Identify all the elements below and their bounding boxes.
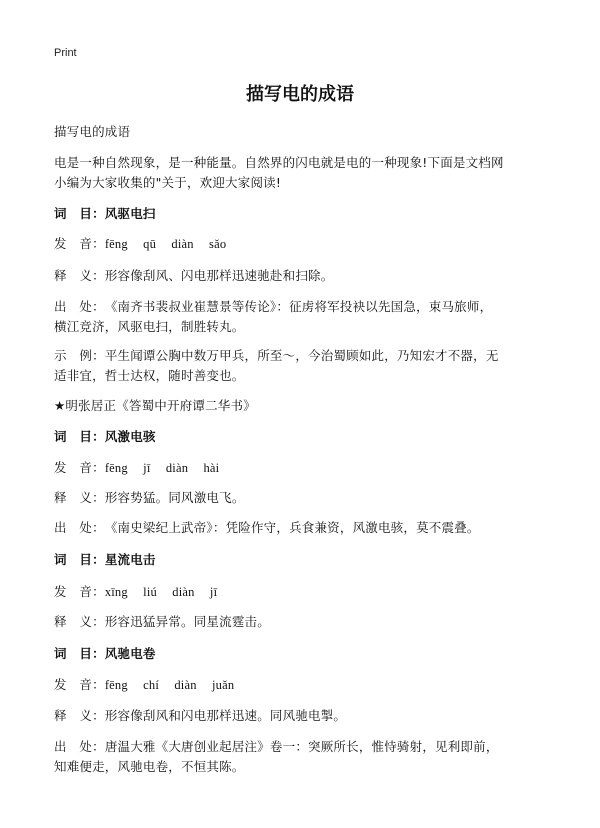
entry-term: 风驱电扫 — [104, 206, 156, 221]
entry-origin-continued: 知难便走，风驰电卷，不恒其陈。 — [54, 759, 245, 774]
entry-origin: 《南齐书裴叔业崔慧景等传论》：征虏将军投袂以先国急，束马旅师， — [104, 299, 493, 314]
entry-origin: 《南史梁纪上武帝》：凭险作守，兵食兼资，风激电骇，莫不震叠。 — [104, 520, 480, 535]
entry-pron-row — [54, 458, 219, 476]
doc-subtitle: 描写电的成语 — [54, 124, 131, 139]
entry-pinyin: fēng chí diàn juǎn — [104, 678, 235, 692]
term-label: 词 目： — [54, 429, 105, 444]
entry-term: 风驰电卷 — [104, 646, 156, 661]
entry-term-row — [54, 427, 156, 445]
term-label: 词 目： — [54, 646, 105, 661]
intro-line-2: 小编为大家收集的"关于，欢迎大家阅读! — [54, 175, 282, 190]
page-title: 描写电的成语 — [246, 84, 354, 105]
entry-pinyin: xīng liú diàn jī — [104, 585, 218, 599]
entry-example-row — [54, 346, 499, 364]
entry-pinyin: fēng jī diàn hài — [104, 461, 220, 475]
entry-pron-row — [54, 582, 217, 600]
entry-origin: 唐温大雅《大唐创业起居注》卷一：突厥所长，惟恃骑射，见利即前， — [104, 739, 499, 754]
entry-term: 星流电击 — [104, 552, 156, 567]
entry-origin-row — [54, 737, 499, 755]
entry-pinyin: fēng qū diàn sǎo — [104, 237, 227, 251]
term-label: 词 目： — [54, 206, 105, 221]
meaning-label: 释 义： — [54, 614, 105, 629]
entry-term-row — [54, 644, 156, 662]
pron-label: 发 音： — [54, 236, 105, 251]
intro-line-1: 电是一种自然现象，是一种能量。自然界的闪电就是电的一种现象!下面是文档网 — [54, 155, 504, 170]
meaning-label: 释 义： — [54, 490, 105, 505]
entry-origin-row — [54, 518, 480, 536]
entry-meaning-row — [54, 266, 333, 284]
entry-example: 平生闻谭公胸中数万甲兵，所至～，今治蜀顾如此，乃知宏才不器，无 — [104, 348, 499, 363]
origin-label: 出 处： — [54, 520, 105, 535]
entry-meaning-row — [54, 612, 270, 630]
entry-origin-continued: 横江竞济，风驱电扫，制胜转丸。 — [54, 319, 245, 334]
entry-meaning-row — [54, 706, 346, 724]
print-label[interactable]: Print — [54, 47, 77, 59]
meaning-label: 释 义： — [54, 708, 105, 723]
pron-label: 发 音： — [54, 584, 105, 599]
entry-meaning-row — [54, 488, 245, 506]
entry-example-continued: 适非宜，哲士达权，随时善变也。 — [54, 368, 245, 383]
example-label: 示 例： — [54, 348, 105, 363]
pron-label: 发 音： — [54, 677, 105, 692]
entry-pron-row — [54, 234, 226, 252]
entry-term-row — [54, 204, 156, 222]
term-label: 词 目： — [54, 552, 105, 567]
entry-pron-row — [54, 675, 234, 693]
source-note: ★明张居正《答蜀中开府谭二华书》 — [54, 398, 256, 413]
entry-term: 风激电骇 — [104, 429, 156, 444]
origin-label: 出 处： — [54, 739, 105, 754]
entry-term-row — [54, 550, 156, 568]
origin-label: 出 处： — [54, 299, 105, 314]
entry-origin-row — [54, 297, 492, 315]
entry-meaning: 形容势猛。同风激电飞。 — [104, 490, 245, 505]
pron-label: 发 音： — [54, 460, 105, 475]
entry-meaning: 形容像刮风和闪电那样迅速。同风驰电掣。 — [104, 708, 347, 723]
entry-meaning: 形容像刮风、闪电那样迅速驰赴和扫除。 — [104, 268, 334, 283]
entry-meaning: 形容迅猛异常。同星流霆击。 — [104, 614, 270, 629]
meaning-label: 释 义： — [54, 268, 105, 283]
